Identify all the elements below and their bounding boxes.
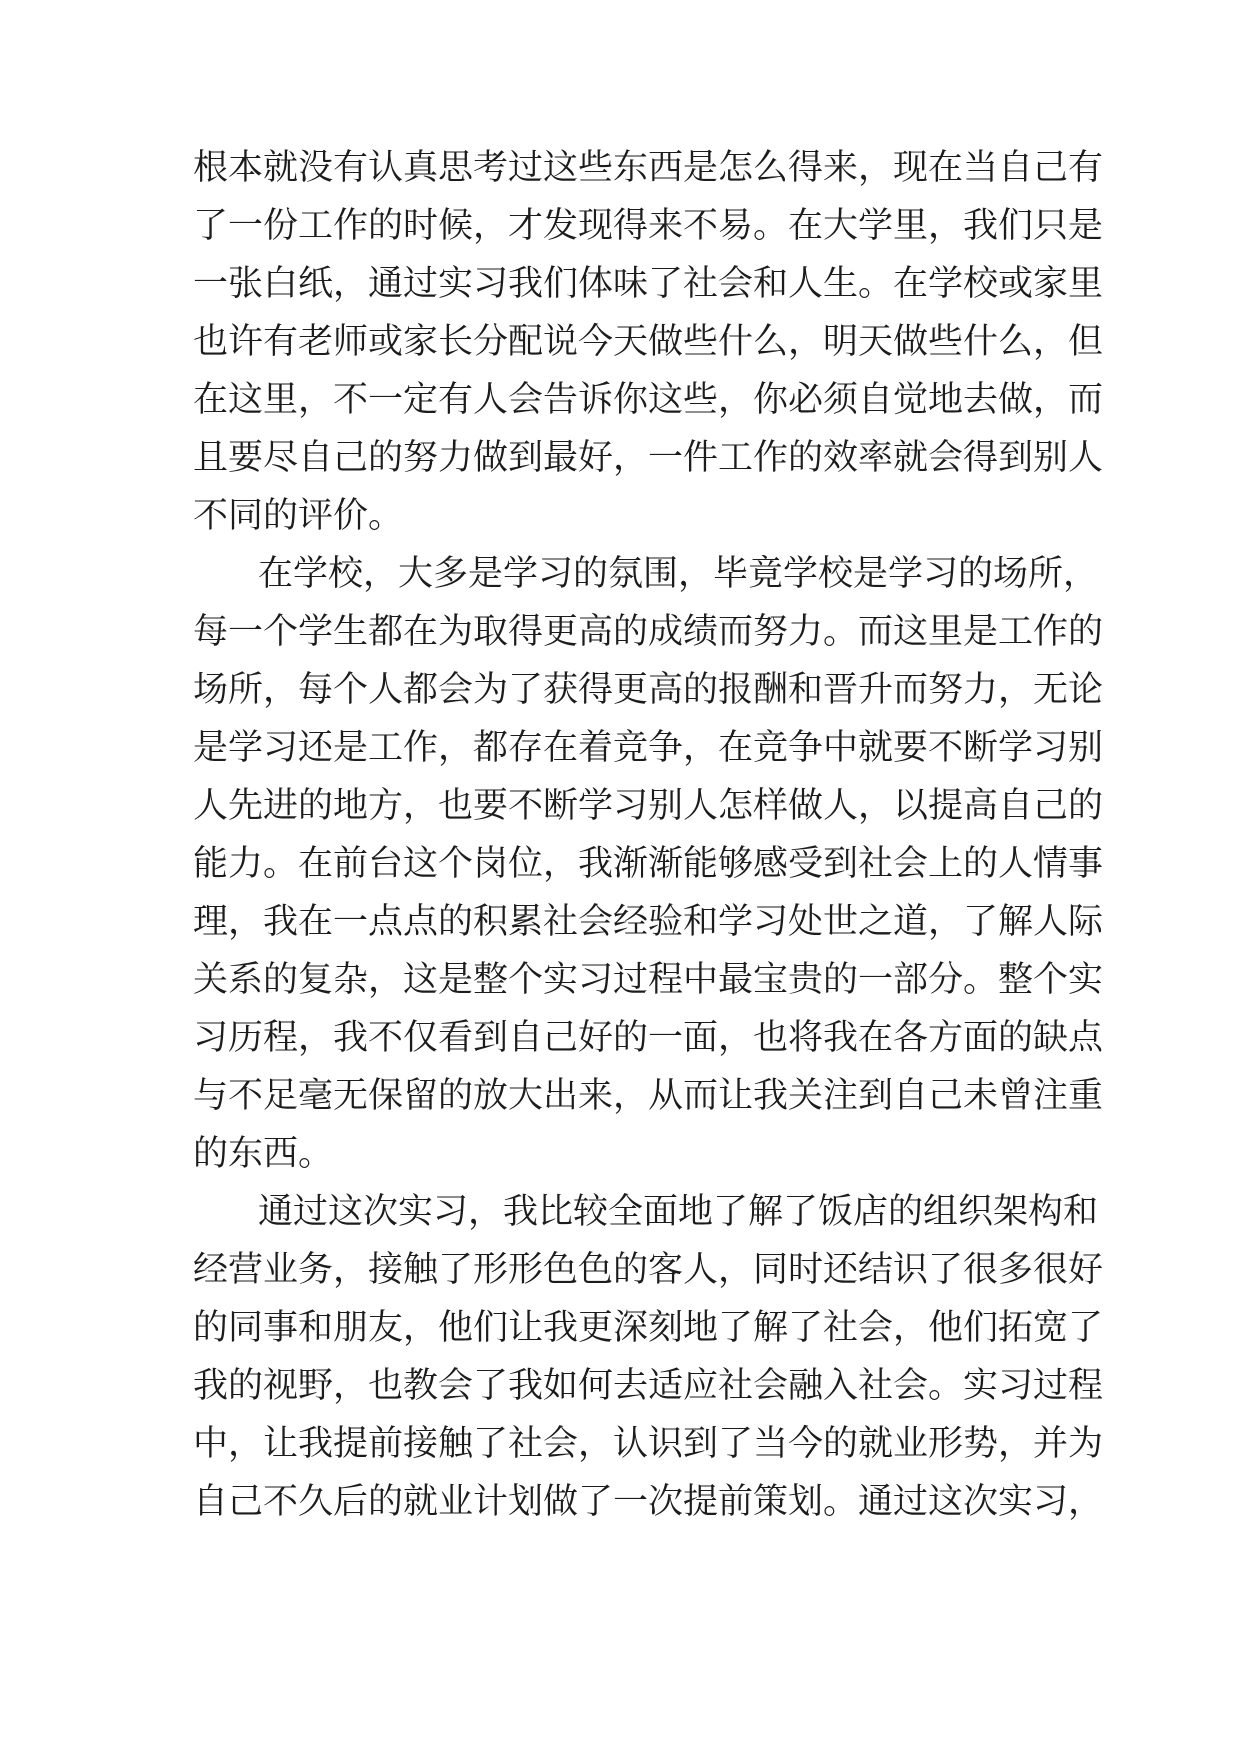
- text-line: 一张白纸，通过实习我们体味了社会和人生。在学校或家里: [193, 264, 1104, 304]
- text-line: 理，我在一点点的积累社会经验和学习处世之道，了解人际: [193, 902, 1104, 942]
- text-line: 能力。在前台这个岗位，我渐渐能够感受到社会上的人情事: [193, 844, 1104, 884]
- text-line: 不同的评价。: [193, 496, 404, 536]
- text-line: 了一份工作的时候，才发现得来不易。在大学里，我们只是: [193, 206, 1104, 246]
- text-line: 自己不久后的就业计划做了一次提前策划。通过这次实习，: [193, 1482, 1104, 1522]
- text-line: 根本就没有认真思考过这些东西是怎么得来，现在当自己有: [193, 148, 1104, 188]
- text-line: 人先进的地方，也要不断学习别人怎样做人，以提高自己的: [193, 786, 1104, 826]
- text-line: 关系的复杂，这是整个实习过程中最宝贵的一部分。整个实: [193, 960, 1104, 1000]
- text-line: 的同事和朋友，他们让我更深刻地了解了社会，他们拓宽了: [193, 1308, 1104, 1348]
- text-line: 且要尽自己的努力做到最好，一件工作的效率就会得到别人: [193, 438, 1104, 478]
- text-line: 习历程，我不仅看到自己好的一面，也将我在各方面的缺点: [193, 1018, 1104, 1058]
- text-line: 也许有老师或家长分配说今天做些什么，明天做些什么，但: [193, 322, 1104, 362]
- text-line: 中，让我提前接触了社会，认识到了当今的就业形势，并为: [193, 1424, 1104, 1464]
- text-line: 在这里，不一定有人会告诉你这些，你必须自觉地去做，而: [193, 380, 1104, 420]
- text-line: 场所，每个人都会为了获得更高的报酬和晋升而努力，无论: [193, 670, 1104, 710]
- text-line: 的东西。: [193, 1134, 334, 1174]
- text-line: 是学习还是工作，都存在着竞争，在竞争中就要不断学习别: [193, 728, 1104, 768]
- text-line: 每一个学生都在为取得更高的成绩而努力。而这里是工作的: [193, 612, 1104, 652]
- text-line: 经营业务，接触了形形色色的客人，同时还结识了很多很好: [193, 1250, 1104, 1290]
- text-line: 我的视野，也教会了我如何去适应社会融入社会。实习过程: [193, 1366, 1104, 1406]
- paragraph-first-line: 通过这次实习，我比较全面地了解了饭店的组织架构和: [258, 1192, 1099, 1232]
- text-line: 与不足毫无保留的放大出来，从而让我关注到自己未曾注重: [193, 1076, 1104, 1116]
- paragraph-first-line: 在学校，大多是学习的氛围，毕竟学校是学习的场所，: [258, 554, 1099, 594]
